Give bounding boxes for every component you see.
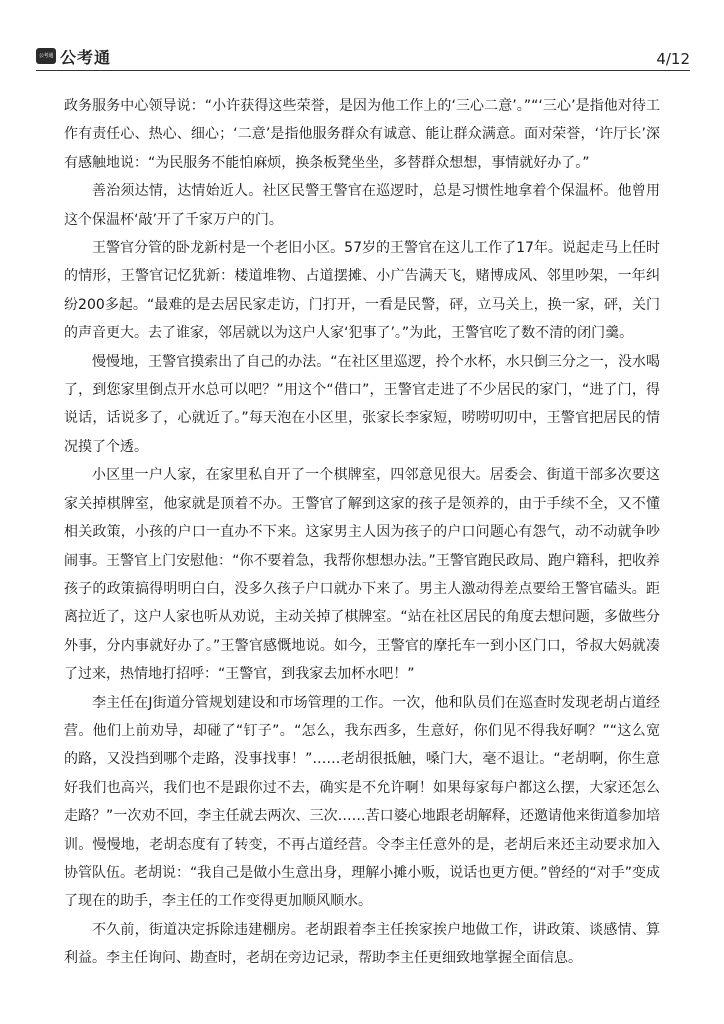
header-divider [36,70,690,71]
paragraph: 慢慢地，王警官摸索出了自己的办法。“在社区里巡逻，拎个水杯，水只倒三分之一，没水喝了，到您家里倒点开水总可以吧？”用这个“借口”，王警官走进了不少居民的家门，“进了门，得说话，话说多了，心就近了。”每天泡在小区里，张家长李家短，唠唠叨叨中，王警官把居民的情况摸了个透。 [64,353,660,455]
paragraph: 李主任在J街道分管规划建设和市场管理的工作。一次，他和队员们在巡查时发现老胡占道经营。他们上前劝导，却碰了“钉子”。“怎么，我东西多，生意好，你们见不得我好啊？”“这么宽的路，又没挡到哪个走路，没事找事！”……老胡很抵触，嗓门大，毫不退让。“老胡啊，你生意好我们也高兴，我们也不是跟你过不去，确实是不允许啊！如果每家每户都这么摆，大家还怎么走路？”一次劝不回，李主任就去两次、三次……苦口婆心地跟老胡解释，还邀请他来街道参加培训。慢慢地，老胡态度有了转变，不再占道经营。令李主任意外的是，老胡后来还主动要求加入协管队伍。老胡说：“我自己是做小生意出身，理解小摊小贩，说话也更方便。”曾经的“对手”变成了现在的助手，李主任的工作变得更加顺风顺水。 [64,694,661,910]
paragraph: 王警官分管的卧龙新村是一个老旧小区。57岁的王警官在这儿工作了17年。说起走马上任时的情形，王警官记忆犹新：楼道堆物、占道摆摊、小广告满天飞，赌博成风、邻里吵架，一年纠纷200多起。“最难的是去居民家走访，门打开，一看是民警，砰，立马关上，换一家，砰，关门的声音更大。去了谁家，邻居就以为这户人家‘犯事了’。”为此，王警官吃了数不清的闭门羹。 [64,240,660,342]
page-number: 4/12 [656,50,690,68]
page-header [36,44,690,70]
document-body [64,92,660,973]
paragraph: 不久前，街道决定拆除违建棚房。老胡跟着李主任挨家挨户地做工作，讲政策、谈感情、算利益。李主任询问、勘查时，老胡在旁边记录，帮助李主任更细致地掌握全面信息。 [64,921,660,967]
logo-icon: 公考通 [36,48,56,64]
paragraph: 小区里一户人家，在家里私自开了一个棋牌室，四邻意见很大。居委会、街道干部多次要这家关掉棋牌室，他家就是顶着不办。王警官了解到这家的孩子是领养的，由于手续不全，又不懂相关政策，小孩的户口一直办不下来。这家男主人因为孩子的户口问题心有怨气，动不动就争吵闹事。王警官上门安慰他：“你不要着急，我帮你想想办法。”王警官跑民政局、跑户籍科，把收养孩子的政策搞得明明白白，没多久孩子户口就办下来了。男主人激动得差点要给王警官磕头。距离拉近了，这户人家也听从劝说，主动关掉了棋牌室。“站在社区居民的角度去想问题，多做些分外事，分内事就好办了。”王警官感慨地说。如今，王警官的摩托车一到小区门口，爷叔大妈就凑了过来，热情地打招呼：“王警官，到我家去加杯水吧！” [64,467,660,683]
brand-name: 公考通 [60,48,112,67]
paragraph: 政务服务中心领导说：“小许获得这些荣誉，是因为他工作上的‘三心二意’。”“‘三心’是指他对待工作有责任心、热心、细心；‘二意’是指他服务群众有诚意、能让群众满意。面对荣誉，‘许厅长’深有感触地说：“为民服务不能怕麻烦，换条板凳坐坐，多替群众想想，事情就好办了。” [64,98,660,171]
paragraph: 善治须达情，达情始近人。社区民警王警官在巡逻时，总是习惯性地拿着个保温杯。他曾用这个保温杯‘敲’开了千家万户的门。 [64,183,660,228]
